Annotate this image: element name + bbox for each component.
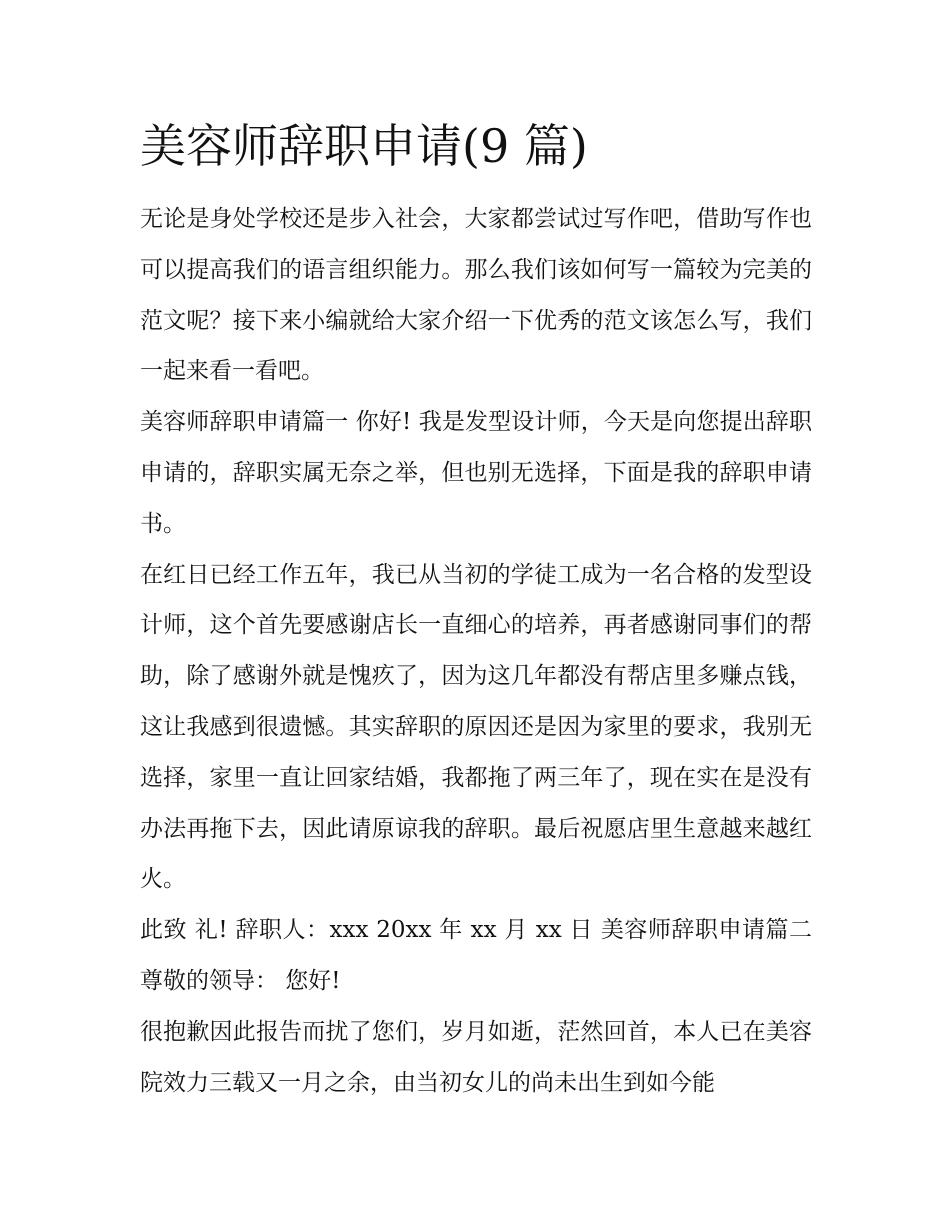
paragraph-letter-one-opening: 美容师辞职申请篇一 你好! 我是发型设计师，今天是向您提出辞职申请的，辞职实属无奈之举，但也别无选择，下面是我的辞职申请书。 bbox=[140, 409, 812, 537]
paragraph-letter-one-body: 在红日已经工作五年，我已从当初的学徒工成为一名合格的发型设计师，这个首先要感谢店长一直细心的培养，再者感谢同事们的帮助，除了感谢外就是愧疚了，因为这几年都没有帮店里多赚点钱，这让我感到很遗憾。其实辞职的原因还是因为家里的要求，我别无选择，家里一直让回家结婚，我都拖了两三年了，现在实在是没有办法再拖下去，因此请原谅我的辞职。最后祝愿店里生意越来越红火。 bbox=[140, 561, 812, 893]
document-page bbox=[140, 112, 812, 1108]
paragraph-letter-one-closing: 此致 礼! 辞职人：xxx 20xx 年 xx 月 xx 日 美容师辞职申请篇二 尊敬的领导： 您好! bbox=[140, 917, 812, 994]
document-title: 美容师辞职申请(9 篇) bbox=[140, 119, 588, 173]
paragraph-letter-two-body: 很抱歉因此报告而扰了您们，岁月如逝，茫然回首，本人已在美容院效力三载又一月之余，由当初女儿的尚未出生到如今能 bbox=[140, 1018, 812, 1096]
paragraph-intro: 无论是身处学校还是步入社会，大家都尝试过写作吧，借助写作也可以提高我们的语言组织能力。那么我们该如何写一篇较为完美的范文呢？接下来小编就给大家介绍一下优秀的范文该怎么写，我们一起来看一看吧。 bbox=[140, 206, 812, 385]
